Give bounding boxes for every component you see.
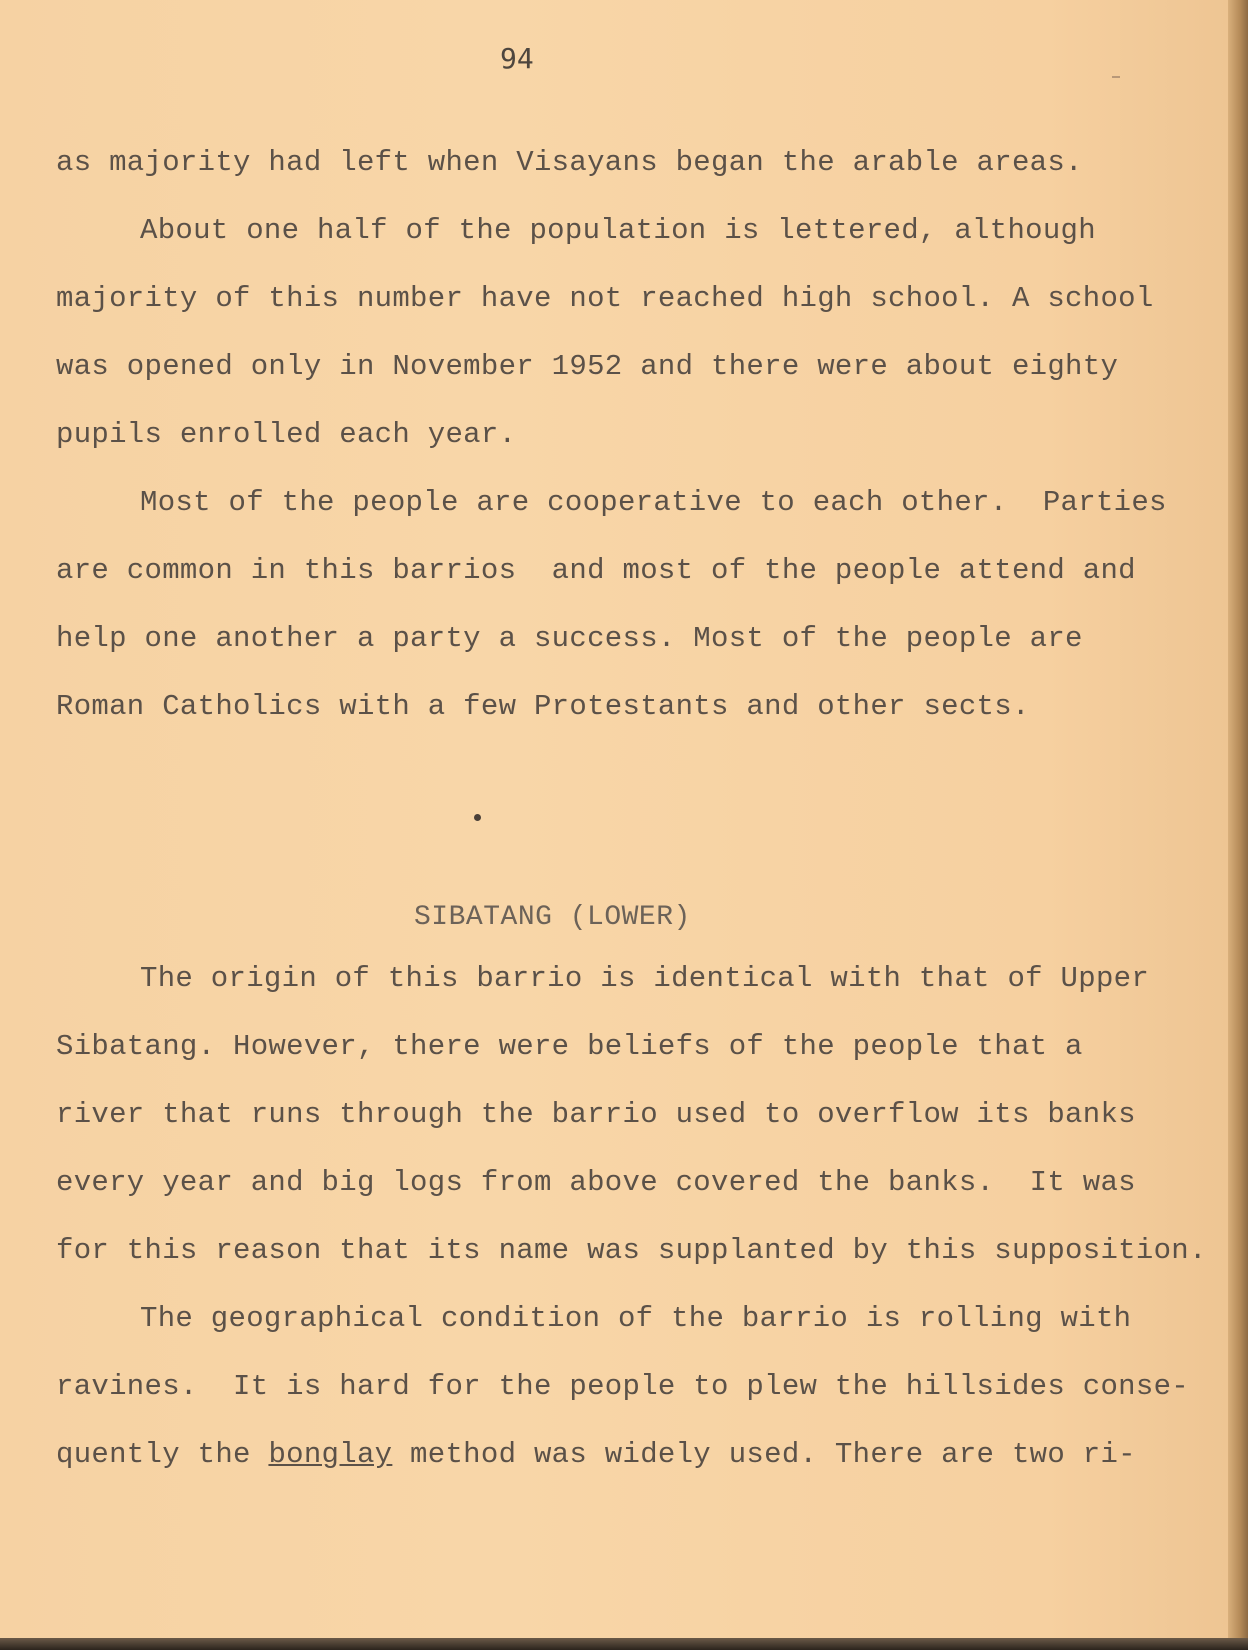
- text-line: [56, 1438, 1136, 1471]
- text-segment: method was widely used. There are two ri-: [392, 1438, 1136, 1471]
- text-line: The geographical condition of the barrio is rolling with: [140, 1302, 1132, 1335]
- page-binding-edge: [1228, 0, 1248, 1650]
- text-line: The origin of this barrio is identical with that of Upper: [140, 962, 1150, 995]
- text-line: Most of the people are cooperative to each other. Parties: [140, 486, 1167, 519]
- text-line: for this reason that its name was supplanted by this supposition.: [56, 1234, 1207, 1267]
- section-heading: SIBATANG (LOWER): [414, 902, 691, 933]
- text-line: help one another a party a success. Most of the people are: [56, 622, 1083, 655]
- text-line: ravines. It is hard for the people to plew the hillsides conse-: [56, 1370, 1189, 1403]
- ink-smudge: [1112, 76, 1120, 78]
- page-bottom-edge: [0, 1638, 1248, 1650]
- text-line: every year and big logs from above covered the banks. It was: [56, 1166, 1136, 1199]
- text-segment: quently the: [56, 1438, 269, 1471]
- text-line: was opened only in November 1952 and there were about eighty: [56, 350, 1119, 383]
- text-line: pupils enrolled each year.: [56, 418, 517, 451]
- text-line: are common in this barrios and most of the people attend and: [56, 554, 1136, 587]
- underlined-term: bonglay: [268, 1438, 393, 1471]
- text-line: as majority had left when Visayans began the arable areas.: [56, 146, 1083, 179]
- text-line: Roman Catholics with a few Protestants and other sects.: [56, 690, 1030, 723]
- page-number: 94: [500, 42, 534, 75]
- text-line: river that runs through the barrio used to overflow its banks: [56, 1098, 1136, 1131]
- text-line: About one half of the population is lettered, although: [140, 214, 1096, 247]
- text-line: Sibatang. However, there were beliefs of the people that a: [56, 1030, 1083, 1063]
- text-line: majority of this number have not reached high school. A school: [56, 282, 1154, 315]
- separator-dot: [474, 814, 481, 821]
